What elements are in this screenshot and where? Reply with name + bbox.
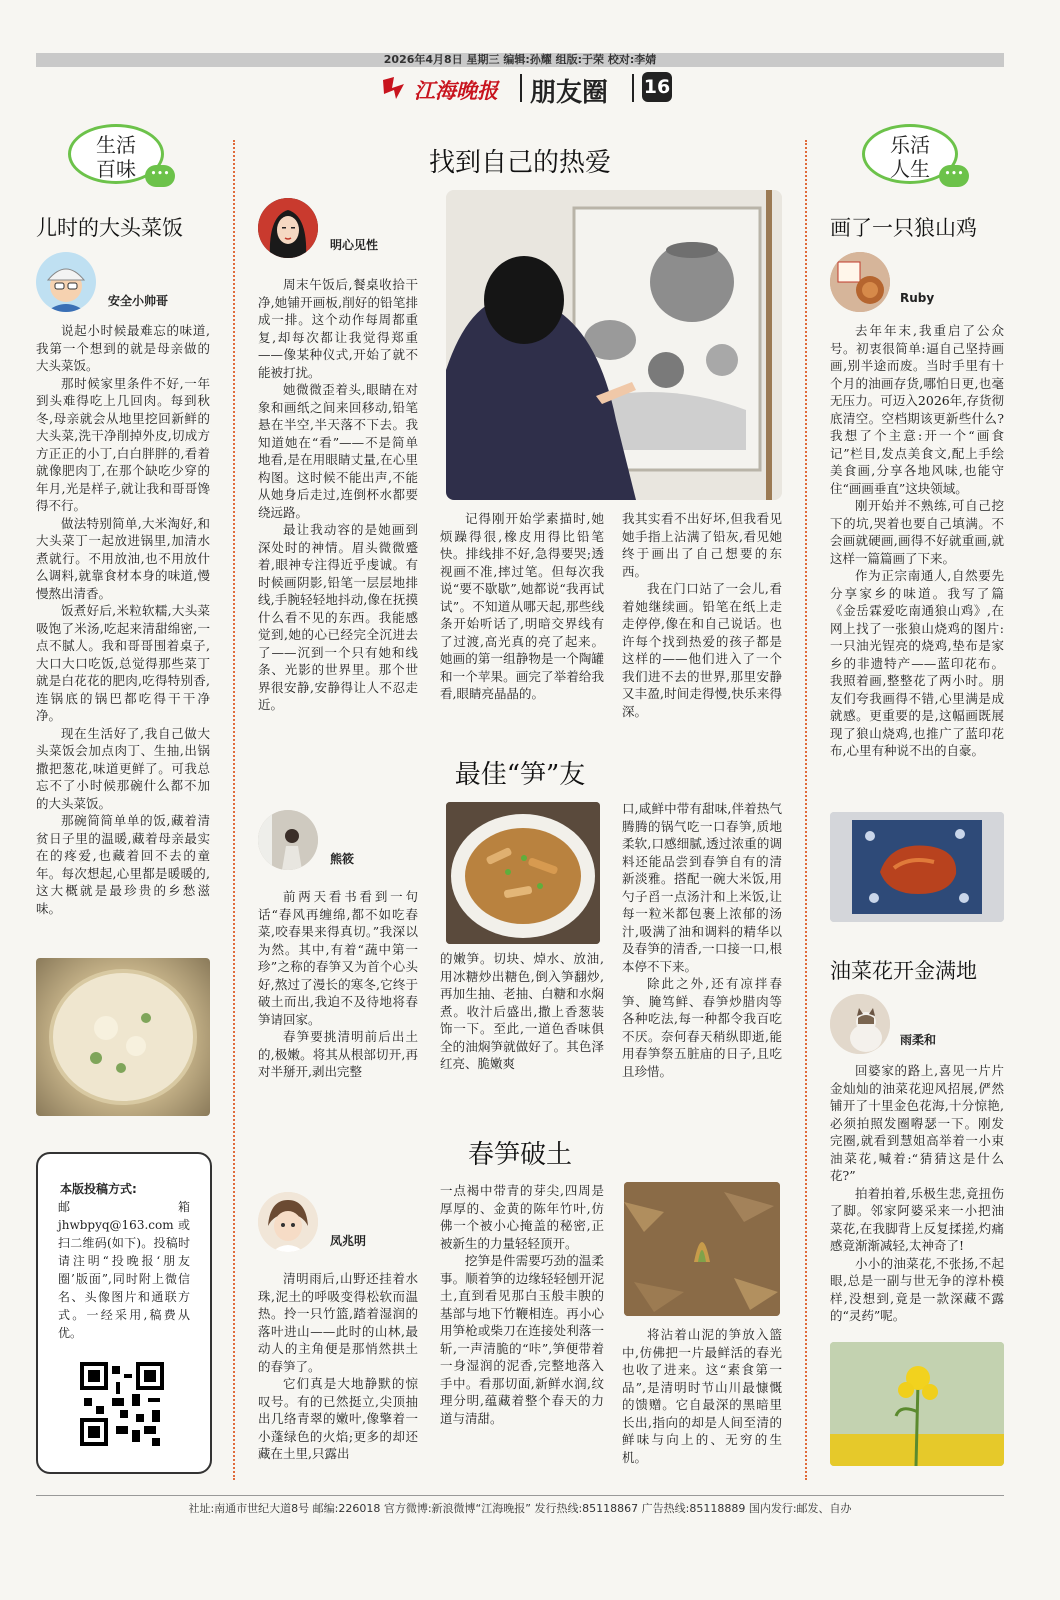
section-name: 朋友圈 <box>530 78 609 108</box>
submission-box <box>36 1152 212 1474</box>
chat-dots-icon: ••• <box>939 165 969 187</box>
article-title: 找到自己的热爱 <box>428 148 611 178</box>
column-divider <box>805 140 807 1480</box>
article-title: 儿时的大头菜饭 <box>36 216 183 240</box>
author-avatar <box>830 252 890 312</box>
rice-dish-photo <box>36 958 210 1116</box>
rice-bowl-icon <box>36 958 210 1116</box>
section-tag-line: 乐活 <box>890 133 930 157</box>
person-photo-icon <box>258 810 318 870</box>
footer-info: 社址:南通市世纪大道8号 邮编:226018 官方微博:新浪微博“江海晚报” 发行热线:85118867 广告热线:85118889 国内发行:邮发、自办 <box>188 1502 852 1515</box>
article-title: 油菜花开金满地 <box>830 959 977 983</box>
paragraph: 它们真是大地静默的惊叹号。有的已然挺立,尖顶抽出几络青翠的嫩叶,像擎着一小蓬绿色的火焰;更多的却还藏在土里,只露出 <box>258 1376 418 1461</box>
author-avatar <box>258 198 318 258</box>
section-tag-bubble <box>68 124 170 184</box>
paragraph: 挖笋是件需要巧劲的温柔事。顺着笋的边缘轻轻刨开泥土,直到看见那白玉般丰腴的基部与地下竹鞭相连。再小心用笋枪或柴刀在连接处利落一斩,一声清脆的“咔”,笋便带着一身湿润的泥香,完整地落入手中。看那切面,新鲜水润,纹理分明,蕴藏着整个春天的力道与清甜。 <box>440 1253 604 1426</box>
author-name: 凤兆明 <box>330 1234 367 1248</box>
rapeseed-flower-photo <box>830 1342 1004 1466</box>
paragraph: 记得刚开始学素描时,她烦躁得很,橡皮用得比铅笔快。排线排不好,急得要哭;透视画不准,摔过笔。但每次我说“要不歇歇”,她都说“我再试试”。不知道从哪天起,那些线条开始听话了,明暗交界线有了过渡,高光真的亮了起来。她画的第一组静物是一个陶罐和一个苹果。画完了举着给我看,眼睛亮晶晶的。 <box>440 511 604 701</box>
section-tag-bubble <box>862 124 964 184</box>
submission-text: 邮箱 jhwbpyq@163.com 或扫二维码(如下)。投稿时请注明“投晚报‘朋友圈’版面”,同时附上微信名、头像图片和通联方式。一经采用,稿费从优。 <box>58 1200 190 1340</box>
article-body <box>440 510 604 703</box>
article-body <box>258 276 418 714</box>
paragraph: 作为正宗南通人,自然要先分享家乡的味道。我写了篇《金岳霖爱吃南通狼山鸡》,在网上找了一张狼山烧鸡的图片:一只油光锃亮的烧鸡,垫布是家乡的非遗特产——蓝印花布。我照着画,整整花了两小时。朋友们夸我画得不错,心里满是成就感。更重要的是,这幅画既展现了狼山烧鸡,也推广了蓝印花布,心里有种说不出的自豪。 <box>830 568 1004 758</box>
author-avatar <box>258 810 318 870</box>
roast-chicken-icon <box>830 812 1004 922</box>
paragraph: 说起小时候最难忘的味道,我第一个想到的就是母亲做的大头菜饭。 <box>36 323 210 373</box>
food-plate-icon <box>830 252 890 312</box>
submission-heading: 本版投稿方式: <box>60 1182 137 1196</box>
paragraph: 现在生活好了,我自己做大头菜饭会加点肉丁、生抽,出锅撒把葱花,味道更鲜了。可我总忘不了小时候那碗什么都不加的大头菜饭。 <box>36 725 210 811</box>
article-body <box>622 510 782 720</box>
sketching-girl-photo <box>446 190 782 500</box>
paragraph: 拍着拍着,乐极生悲,竟扭伤了脚。邻家阿婆采来一小把油菜花,在我脚背上反复揉搓,灼痛感竟渐渐减轻,太神奇了! <box>830 1185 1004 1253</box>
paragraph: 周末午饭后,餐桌收拾干净,她铺开画板,削好的铅笔排成一排。这个动作每周都重复,却每次都让我觉得郑重——像某种仪式,开始了就不能被打扰。 <box>258 277 418 380</box>
section-tag-line: 生活 <box>96 133 136 157</box>
paragraph: 除此之外,还有凉拌春笋、腌笃鲜、春笋炒腊肉等各种吃法,每一种都令我百吃不厌。奈何春天稍纵即逝,能用春笋祭五脏庙的日子,且吃且珍惜。 <box>622 976 782 1079</box>
article-body <box>830 322 1004 760</box>
author-avatar <box>36 252 96 312</box>
newspaper-logo-icon <box>380 74 408 102</box>
paragraph: 我其实看不出好坏,但我看见她手指上沾满了铅灰,看见她终于画出了自己想要的东西。 <box>622 511 782 579</box>
article-body <box>830 1062 1004 1325</box>
article-title: 画了一只狼山鸡 <box>830 216 977 240</box>
paragraph: 最让我动容的是她画到深处时的神情。眉头微微蹙着,眼神专注得近乎虔诚。有时候画阴影,铅笔一层层地排线,手腕轻轻地抖动,像在抚摸什么看不见的东西。我能感觉到,她的心已经完全沉进去了——沉到一个只有她和线条、光影的世界里。那个世界很安静,安静得让人不忍走近。 <box>258 522 418 712</box>
paragraph: 清明雨后,山野还挂着水珠,泥土的呼吸变得松软而温热。拎一只竹篮,踏着湿润的落叶进山——此时的山林,最动人的主角便是那悄然拱土的春笋了。 <box>258 1271 418 1374</box>
bamboo-shoot-ground-photo <box>624 1182 780 1316</box>
dateline-bar: 2026年4月8日 星期三 编辑:孙耀 组版:于荣 校对:李婧 <box>36 53 1004 67</box>
paragraph: 去年年末,我重启了公众号。初衷很简单:逼自己坚持画画,别半途而废。当时手里有十个月的油画存货,哪怕日更,也毫无压力。可迈入2026年,存货彻底清空。空档期该更新些什么?我想了个主意:开一个“画食记”栏目,发点美食文,配上手绘美食画,分享各地风味,也能守住“画画垂直”这块领域。 <box>830 323 1004 496</box>
paragraph: 做法特别简单,大米淘好,和大头菜丁一起放进锅里,加清水煮就行。不用放油,也不用放什么调料,就靠食材本身的味道,慢慢熬出清香。 <box>36 515 210 601</box>
braised-shoots-bowl-icon <box>446 802 600 944</box>
paragraph: 前两天看书看到一句话“春风再缠绵,都不如吃春菜,咬春果来得真切。”我深以为然。其中,有着“蔬中第一珍”之称的春笋又为首个心头好,熬过了漫长的寒冬,它终于破土而出,我迫不及待地将春笋请回家。 <box>258 889 418 1027</box>
section-tag-line: 百味 <box>96 157 136 181</box>
author-name: 明心见性 <box>330 238 379 252</box>
masthead-divider <box>520 74 522 102</box>
cat-photo-icon <box>830 994 890 1054</box>
masthead <box>380 70 680 106</box>
paragraph: 小小的油菜花,不张扬,不起眼,总是一副与世无争的淳朴模样,没想到,竟是一款深藏不露的“灵药”呢。 <box>830 1255 1004 1323</box>
author-name: Ruby <box>900 291 935 305</box>
article-body <box>258 888 418 1081</box>
sprouting-shoot-icon <box>624 1182 780 1316</box>
brand-name: 江海晚报 <box>414 78 498 103</box>
anime-boy-icon <box>258 1192 318 1252</box>
article-title: 春笋破土 <box>467 1140 572 1170</box>
qr-code-icon[interactable] <box>80 1362 164 1446</box>
paragraph: 春笋要挑清明前后出土的,极嫩。将其从根部切开,再对半掰开,剥出完整 <box>258 1029 418 1079</box>
paragraph: 将沾着山泥的笋放入篮中,仿佛把一片最鲜活的春光也收了进来。这“素食第一品”,是清明时节山川最慷慨的馈赠。它自最深的黑暗里长出,指向的却是人间至清的鲜味与向上的、无穷的生机。 <box>622 1327 782 1465</box>
section-tag-line: 人生 <box>890 157 930 181</box>
illustrated-woman-icon <box>258 198 318 258</box>
paragraph: 口,咸鲜中带有甜味,伴着热气腾腾的锅气吃一口春笋,质地柔软,口感细腻,透过浓重的调料还能品尝到春笋自有的清新淡雅。搭配一碗大米饭,用勺子舀一点汤汁和上米饭,让每一粒米都包裹上浓郁的汤汁,吸满了油和调料的精华以及春笋的清香,一口接一口,根本停不下来。 <box>622 801 782 974</box>
paragraph: 那碗简简单单的饭,藏着清贫日子里的温暖,藏着母亲最实在的疼爱,也藏着回不去的童年。每次想起,心里都是暖暖的,这大概就是最珍贵的乡愁滋味。 <box>36 813 210 916</box>
paragraph: 我在门口站了一会儿,看着她继续画。铅笔在纸上走走停停,像在和自己说话。也许每个找到热爱的孩子都是这样的——他们进入了一个我们进不去的世界,那里安静又丰盈,时间走得慢,快乐来得深。 <box>622 581 782 719</box>
column-divider <box>233 140 235 1480</box>
bamboo-shoot-dish-photo <box>446 802 600 944</box>
drawing-easel-scene-icon <box>446 190 782 500</box>
author-name: 熊筱 <box>330 852 355 866</box>
article-body <box>36 322 210 917</box>
rapeseed-flower-icon <box>830 1342 1004 1466</box>
paragraph: 她微微歪着头,眼睛在对象和画纸之间来回移动,铅笔悬在半空,半天落不下去。我知道她在“看”——不是简单地看,是在用眼睛丈量,在心里构图。这时候不能出声,不能从她身后走过,连倒杯水都要绕远路。 <box>258 382 418 520</box>
article-body <box>440 950 604 1073</box>
footer-rule <box>36 1495 1004 1496</box>
chat-dots-icon: ••• <box>145 165 175 187</box>
roast-chicken-painting-photo <box>830 812 1004 922</box>
paragraph: 的嫩笋。切块、焯水、放油,用冰糖炒出糖色,倒入笋翻炒,再加生抽、老抽、白糖和水焖煮。收汁后盛出,撒上香葱装饰一下。至此,一道色香味俱全的油焖笋就做好了。其色泽红亮、脆嫩爽 <box>440 951 604 1071</box>
author-name: 安全小帅哥 <box>108 294 169 308</box>
author-avatar <box>258 1192 318 1252</box>
paragraph: 回婆家的路上,喜见一片片金灿灿的油菜花迎风招展,俨然铺开了十里金色花海,十分惊艳,必须拍照发圈嘚瑟一下。刚发完圈,就看到慧姐高举着一小束油菜花,喊着:“猜猜这是什么花?” <box>830 1063 1004 1183</box>
masthead-divider <box>632 74 634 102</box>
paragraph: 刚开始并不熟练,可自己挖下的坑,哭着也要自己填满。不会画就硬画,画得不好就重画,就这样一篇篇画了下来。 <box>830 498 1004 566</box>
paragraph: 一点褐中带青的芽尖,四周是厚厚的、金黄的陈年竹叶,仿佛一个被小心掩盖的秘密,正被新生的力量轻轻顶开。 <box>440 1183 604 1251</box>
author-name: 雨柔和 <box>900 1033 937 1047</box>
page-number: 16 <box>642 72 672 102</box>
paragraph: 那时候家里条件不好,一年到头难得吃上几回肉。每到秋冬,母亲就会从地里挖回新鲜的大头菜,洗干净削掉外皮,切成方方正正的小丁,白白胖胖的,看着就像肥肉丁,在那个缺吃少穿的年月,光是样子,就让我和哥哥馋得不行。 <box>36 375 210 513</box>
article-body <box>622 800 782 1080</box>
author-avatar <box>830 994 890 1054</box>
article-body <box>258 1270 418 1463</box>
article-body <box>622 1326 782 1466</box>
cartoon-worker-icon <box>36 252 96 312</box>
article-body <box>440 1182 604 1427</box>
article-title: 最佳“笋”友 <box>454 760 586 790</box>
paragraph: 饭煮好后,米粒软糯,大头菜吸饱了米汤,吃起来清甜绵密,一点不腻人。我和哥哥围着桌子,大口大口吃饭,总觉得那些菜丁就是白花花的肥肉,吃得特别香,连锅底的锅巴都吃得干干净净。 <box>36 603 210 723</box>
